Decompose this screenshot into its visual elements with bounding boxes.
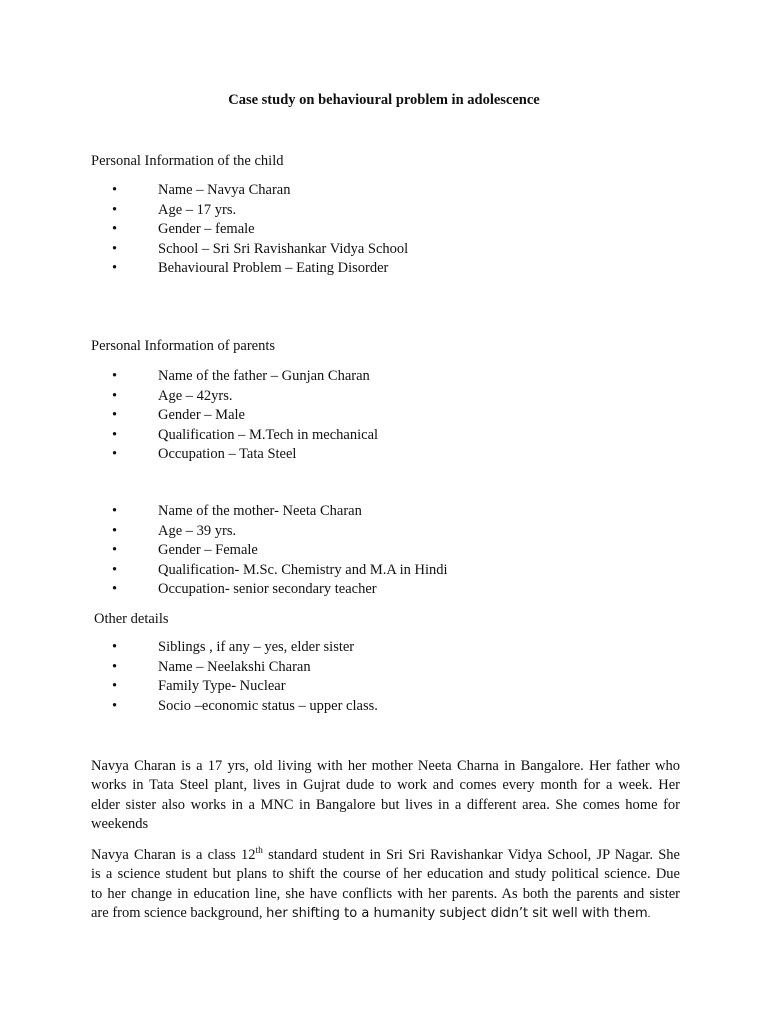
line-text: Navya Charan is a class 12 (91, 847, 256, 863)
mother-age: Age – 39 yrs. (158, 522, 237, 539)
line-text: . (647, 907, 651, 920)
bullet: • (112, 182, 118, 198)
ordinal-suffix: th (255, 846, 263, 856)
siblings-info: Siblings , if any – yes, elder sister (158, 639, 355, 655)
father-qualification: Qualification – M.Tech in mechanical (158, 426, 379, 443)
bullet: • (112, 221, 118, 237)
child-name: Name – Navya Charan (158, 182, 291, 198)
sibling-name: Name – Neelakshi Charan (158, 658, 311, 675)
document-title: Case study on behavioural problem in adolescence (228, 92, 540, 108)
bullet: • (112, 658, 118, 675)
bullet: • (112, 446, 118, 462)
socio-economic-status: Socio –economic status – upper class. (158, 697, 378, 714)
bullet: • (112, 503, 118, 519)
bullet: • (112, 426, 118, 443)
bullet: • (112, 387, 118, 404)
mother-occupation: Occupation- senior secondary teacher (158, 581, 377, 597)
bullet: • (112, 522, 118, 539)
mother-gender: Gender – Female (158, 542, 258, 558)
bullet: • (112, 542, 118, 558)
child-info-heading: Personal Information of the child (91, 153, 284, 169)
line-text-alt-font: her shifting to a humanity subject didn’t sit well with them (266, 905, 648, 921)
bullet: • (112, 678, 118, 694)
bullet: • (112, 368, 118, 384)
paragraph-line: weekends (91, 815, 149, 832)
father-name: Name of the father – Gunjan Charan (158, 368, 370, 384)
paragraph-line: works in Tata Steel plant, lives in Gujrat dude to work and comes every month for a week. Her (91, 777, 680, 794)
paragraph-line (91, 846, 680, 865)
family-type: Family Type- Nuclear (158, 678, 286, 694)
education-paragraph (91, 846, 680, 924)
mother-qualification: Qualification- M.Sc. Chemistry and M.A in Hindi (158, 561, 448, 578)
line-text: are from science background, (91, 904, 267, 921)
paragraph-line (91, 904, 680, 924)
father-occupation: Occupation – Tata Steel (158, 446, 297, 462)
father-gender: Gender – Male (158, 407, 245, 423)
parents-info-heading: Personal Information of parents (91, 338, 276, 354)
bullet: • (112, 201, 118, 218)
paragraph-line: Navya Charan is a 17 yrs, old living with her mother Neeta Charna in Bangalore. Her father who (91, 758, 680, 774)
other-details-heading: Other details (94, 611, 169, 627)
paragraph-line: to her change in education line, she have conflicts with her parents. As both the parents and sister (91, 885, 680, 902)
paragraph-line: elder sister also works in a MNC in Bangalore but lives in a different area. She comes home for (91, 796, 680, 813)
paragraph-line: is a science student but plans to shift the course of her education and study political science. Due (91, 866, 680, 883)
background-paragraph (91, 757, 680, 834)
bullet: • (112, 581, 118, 597)
bullet: • (112, 260, 118, 276)
bullet: • (112, 639, 118, 655)
line-text: standard student in Sri Sri Ravishankar Vidya School, JP Nagar. She (262, 847, 680, 863)
bullet: • (112, 407, 118, 423)
bullet: • (112, 561, 118, 578)
father-age: Age – 42yrs. (158, 387, 233, 404)
child-school: School – Sri Sri Ravishankar Vidya School (158, 240, 409, 257)
bullet: • (112, 697, 118, 714)
child-problem: Behavioural Problem – Eating Disorder (158, 260, 389, 276)
child-age: Age – 17 yrs. (158, 201, 237, 218)
mother-name: Name of the mother- Neeta Charan (158, 503, 362, 519)
child-gender: Gender – female (158, 221, 255, 237)
bullet: • (112, 240, 118, 257)
